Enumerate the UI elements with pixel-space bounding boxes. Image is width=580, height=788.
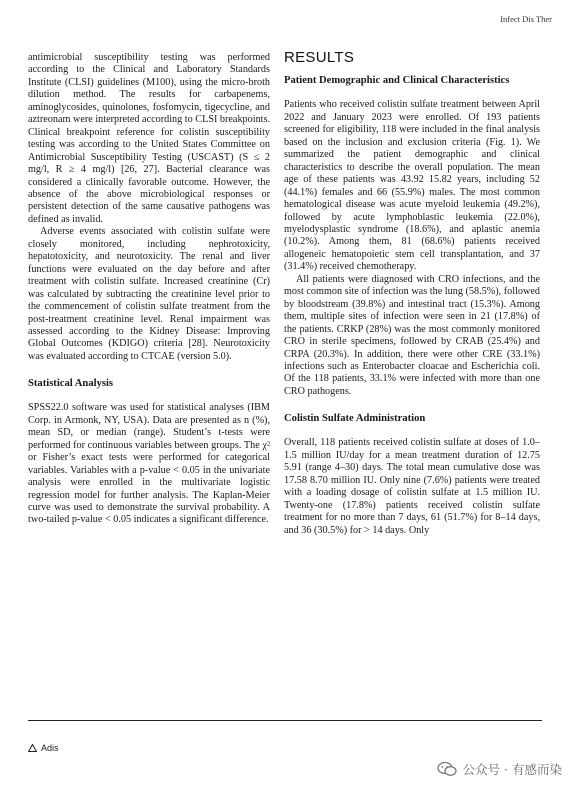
body-paragraph: Patients who received colistin sulfate treatment between April 2022 and January 2023 were enrolled. Of 193 patients screened for eligibility, 118 were included in the final analysis based on the inclusion and exclusion criteria (Fig. 1). We summarized the patient demographic and clinical characteristics to describe the overall population. The mean age of these patients was 43.92 15.82 years, including 52 (44.1%) females and 66 (55.9%) males. The most common hematological disease was acute myeloid leukemia (49.2%), followed by acute lymphoblastic leukemia (22.0%), myelodysplastic syndrome (18.6%), and aplastic anemia (10.2%). Among them, 81 (68.6%) patients received allogeneic hematopoietic stem cell transplantation, and 37 (31.4%) received chemotherapy. [284, 99, 540, 273]
section-title: RESULTS [284, 49, 355, 66]
body-paragraph: All patients were diagnosed with CRO infections, and the most common site of infection was the lung (58.5%), followed by bloodstream (39.8%) and intestinal tract (15.3%). Among them, multiple sites of infection were seen in 21 (17.8%) of the patients. CRKP (28%) was the most commonly monitored CRO in sterile specimens, followed by CRAB (25.4%) and CRPA (20.3%). In addition, there were other CRE (33.1%) infections such as Enterobacter cloacae and Escherichia coli. Of the 118 patients, 33.1% were infected with more than one CRO pathogens. [284, 273, 540, 397]
watermark [437, 760, 562, 778]
subsection-heading: Patient Demographic and Clinical Characteristics [284, 75, 510, 87]
body-paragraph: SPSS22.0 software was used for statistical analyses (IBM Corp. in Armonk, NY, USA). Data are presented as n (%), mean SD, or median (range). Student’s t-tests were performed for continuous variables between groups. The χ² or Fisher’s exact tests were performed for categorical variables. Variables with a p-value < 0.05 in the univariate analysis were enrolled in the multivariate logistic regression model for further analysis. The Kaplan-Meier curve was used to demonstrate the survival probability. A two-tailed p-value < 0.05 indicates a significant difference. [28, 402, 270, 526]
adis-triangle-icon [28, 744, 37, 752]
publisher-logo [28, 743, 59, 753]
footer-divider [28, 720, 542, 721]
subsection-heading: Statistical Analysis [28, 378, 114, 390]
journal-name: Infect Dis Ther [500, 14, 552, 24]
publisher-name: Adis [41, 743, 59, 753]
wechat-icon [437, 761, 457, 777]
subsection-heading: Colistin Sulfate Administration [284, 413, 426, 425]
body-paragraph: Adverse events associated with colistin sulfate were closely monitored, including nephrotoxicity, hepatotoxicity, and neurotoxicity. The renal and liver functions were evaluated on the day before and after treatment with colistin sulfate. Increased creatinine (Cr) was calculated by subtracting the creatinine level prior to the commencement of colistin sulfate treatment from the post-treatment creatinine level. Renal impairment was assessed according to the Kidney Disease: Improving Global Outcomes (KDIGO) criteria [28]. Neurotoxicity was evaluated according to CTCAE (version 5.0). [28, 226, 270, 362]
body-paragraph: antimicrobial susceptibility testing was performed according to the Clinical and Laboratory Standards Institute (CLSI) guidelines (M100), using the micro-broth dilution method. The results for carbapenems, aminoglycosides, quinolones, fosfomycin, tigecycline, and aztreonam were interpreted according to CLSI breakpoints. Clinical breakpoint reference for colistin susceptibility testing was according to the United States Committee on Antimicrobial Susceptibility Testing (USCAST) (S ≤ 2 mg/l, R ≥ 4 mg/l) [26, 27]. Bacterial clearance was considered a clinically favorable outcome. However, the absence of the above microbiological responses or persistent detection of the same causative pathogens was defined as invalid. [28, 52, 270, 225]
watermark-text: 公众号 · 有感而染 [462, 762, 562, 777]
left-column [28, 52, 270, 527]
right-column [284, 49, 540, 537]
body-paragraph: Overall, 118 patients received colistin sulfate at doses of 1.0–1.5 million IU/day for a mean treatment duration of 12.75 5.91 (range 4–30) days. The total mean cumulative dose was 17.58 8.70 million IU. Only nine (7.6%) patients were treated with a loading dosage of colistin sulfate at 1.5 million IU. Twenty-one (17.8%) patients received colistin sulfate treatment for no more than 7 days, 61 (51.7%) for 8–14 days, and 36 (30.5%) for > 14 days. Only [284, 437, 540, 536]
